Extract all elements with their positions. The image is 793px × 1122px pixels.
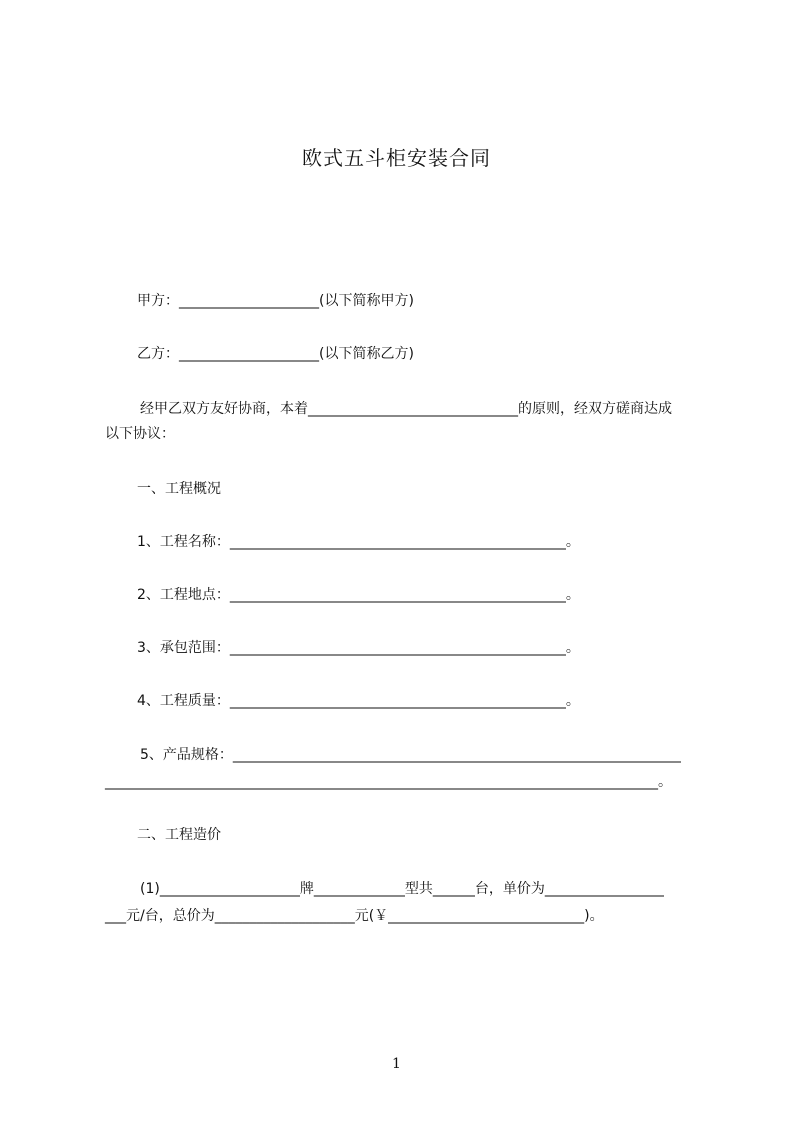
party-a-line: 甲方：____________________(以下简称甲方)	[137, 293, 414, 309]
section-2-heading: 二、工程造价	[137, 827, 221, 843]
intro-paragraph-line-2: 以下协议：	[105, 426, 175, 442]
section-1-heading: 一、工程概况	[137, 481, 221, 497]
party-b-line: 乙方：____________________(以下简称乙方)	[137, 346, 414, 362]
page-number: 1	[392, 1056, 401, 1072]
item-contract-scope: 3、承包范围：________________________________________________。	[137, 640, 580, 656]
intro-paragraph-line-1: 经甲乙双方友好协商，本着______________________________的原则，经双方磋商达成	[140, 401, 672, 417]
item-product-spec-line-2: _______________________________________________________________________________。	[105, 774, 672, 790]
price-clause-line-1: (1)____________________牌_____________型共______台，单价为_________________	[140, 881, 664, 897]
item-project-quality: 4、工程质量：________________________________________________。	[137, 693, 580, 709]
item-project-name: 1、工程名称：________________________________________________。	[137, 534, 580, 550]
item-project-location: 2、工程地点：________________________________________________。	[137, 587, 580, 603]
item-product-spec-line-1: 5、产品规格：________________________________________________________________	[140, 747, 681, 763]
document-title: 欧式五斗柜安装合同	[302, 146, 491, 170]
price-clause-line-2: ___元/台，总价为____________________元(￥____________________________)。	[105, 908, 604, 924]
